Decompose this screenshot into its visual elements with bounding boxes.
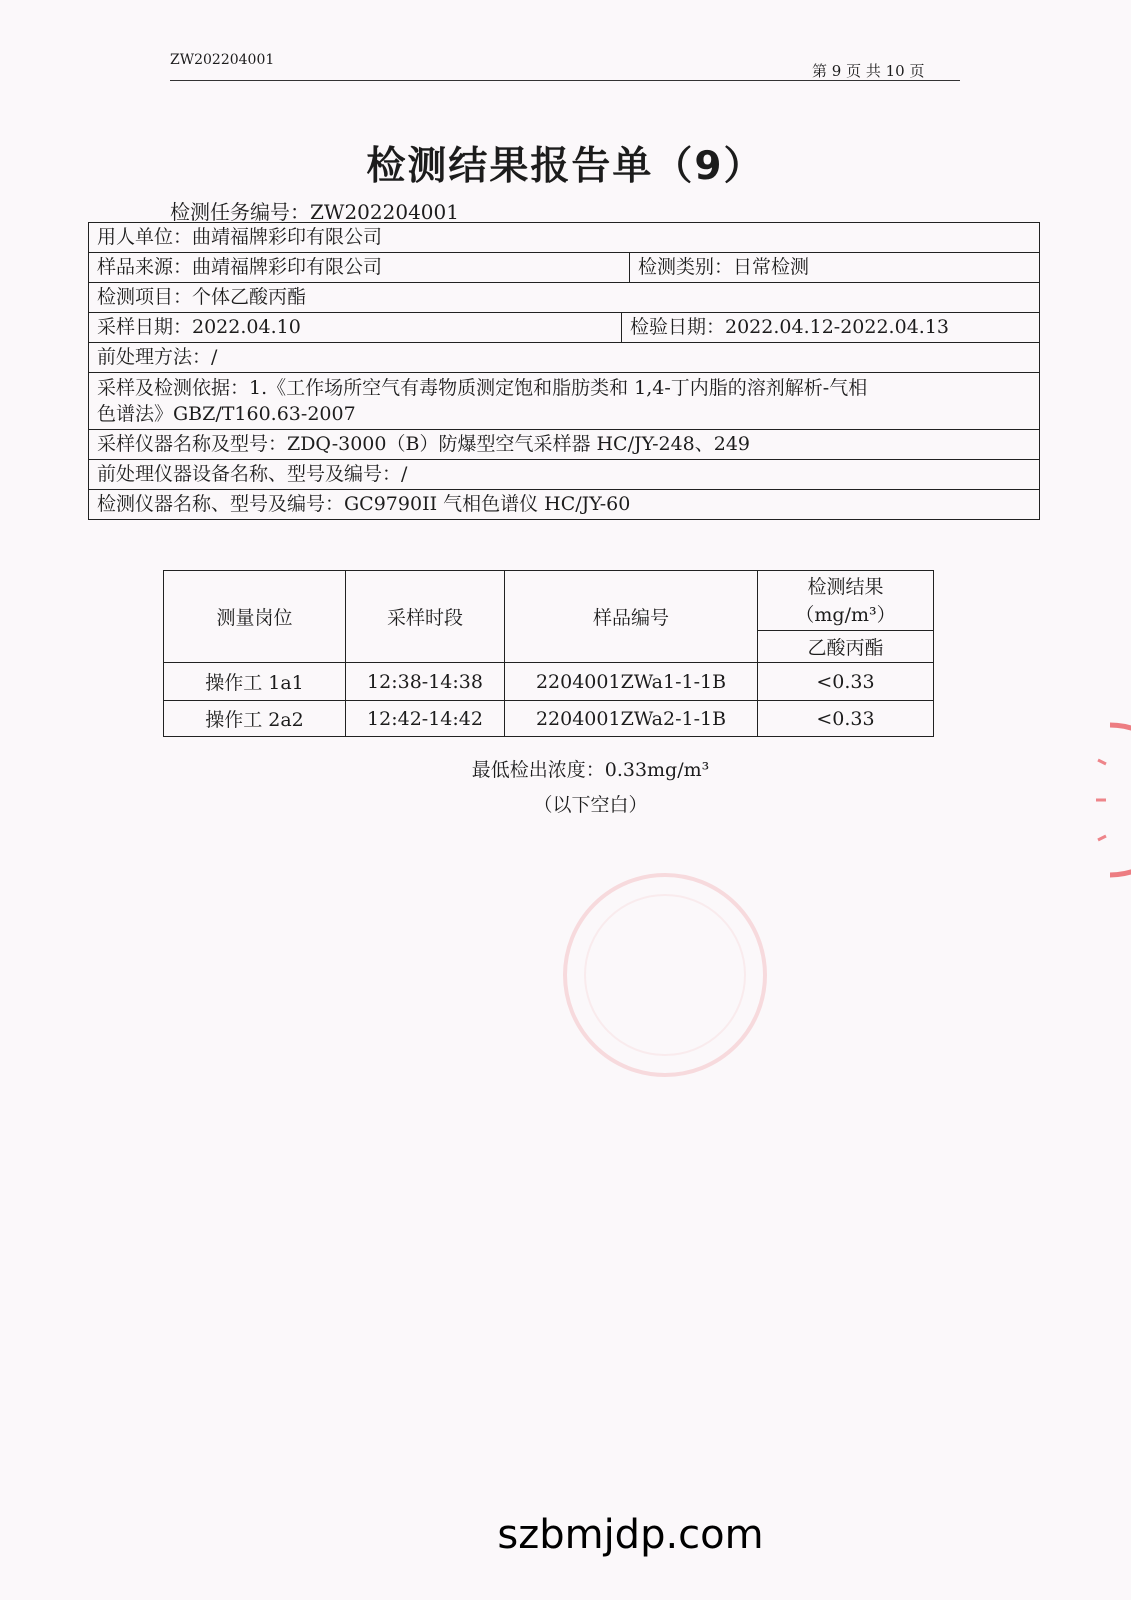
site-watermark: szbmjdp.com (497, 1512, 764, 1558)
header-period: 采样时段 (346, 571, 505, 663)
info-row-pretreatment (89, 342, 1039, 372)
pre-equipment-text: 前处理仪器设备名称、型号及编号：/ (97, 463, 408, 485)
info-row-instrument (89, 489, 1039, 519)
header-result-unit: （mg/m³） (795, 603, 896, 626)
cell-sample-no: 2204001ZWa1-1-1B (505, 663, 758, 701)
header-substance: 乙酸丙酯 (758, 631, 934, 663)
task-number: 检测任务编号：ZW202204001 (170, 200, 459, 224)
sampler-text: 采样仪器名称及型号：ZDQ-3000（B）防爆型空气采样器 HC/JY-248、249 (97, 433, 751, 455)
sampling-date-text: 采样日期：2022.04.10 (97, 316, 301, 338)
header-result (758, 571, 934, 631)
page-info: 第 9 页 共 10 页 (812, 62, 925, 80)
doc-code: ZW202204001 (170, 52, 275, 68)
info-row-source (89, 252, 1039, 282)
sample-source-text: 样品来源：曲靖福牌彩印有限公司 (97, 256, 383, 278)
info-row-item (89, 282, 1039, 312)
info-row-basis (89, 372, 1039, 429)
header-rule (170, 80, 960, 81)
blank-note: （以下空白） (533, 794, 648, 816)
test-category-text: 检测类别：日常检测 (629, 253, 809, 282)
pretreatment-text: 前处理方法：/ (97, 346, 218, 368)
info-row-client (89, 223, 1039, 252)
report-title: 检测结果报告单（9） (366, 144, 765, 189)
basis-line2: 色谱法》GBZ/T160.63-2007 (97, 403, 356, 425)
minimum-detection: 最低检出浓度：0.33mg/m³ (471, 759, 710, 781)
edge-seal-stamp (1070, 720, 1131, 880)
faint-seal-stamp (560, 870, 770, 1080)
info-row-pre-equipment (89, 459, 1039, 489)
cell-result: <0.33 (758, 701, 934, 737)
header-result-label: 检测结果 (807, 575, 884, 598)
table-header-row (164, 571, 934, 631)
info-row-sampler (89, 429, 1039, 459)
info-row-dates (89, 312, 1039, 342)
test-item-text: 检测项目：个体乙酸丙酯 (97, 286, 307, 308)
table-row (164, 663, 934, 701)
info-table (88, 222, 1040, 520)
client-text: 用人单位：曲靖福牌彩印有限公司 (97, 226, 383, 248)
basis-line1: 采样及检测依据：1.《工作场所空气有毒物质测定饱和脂肪类和 1,4-丁内脂的溶剂解析-气相 (97, 377, 868, 399)
cell-result: <0.33 (758, 663, 934, 701)
cell-period: 12:42-14:42 (346, 701, 505, 737)
cell-position: 操作工 2a2 (164, 701, 346, 737)
inspection-date-text: 检验日期：2022.04.12-2022.04.13 (621, 313, 949, 342)
test-instrument-text: 检测仪器名称、型号及编号：GC9790II 气相色谱仪 HC/JY-60 (97, 493, 631, 515)
cell-sample-no: 2204001ZWa2-1-1B (505, 701, 758, 737)
cell-period: 12:38-14:38 (346, 663, 505, 701)
results-table (163, 570, 934, 737)
table-row (164, 701, 934, 737)
header-sample-no: 样品编号 (505, 571, 758, 663)
cell-position: 操作工 1a1 (164, 663, 346, 701)
header-position: 测量岗位 (164, 571, 346, 663)
